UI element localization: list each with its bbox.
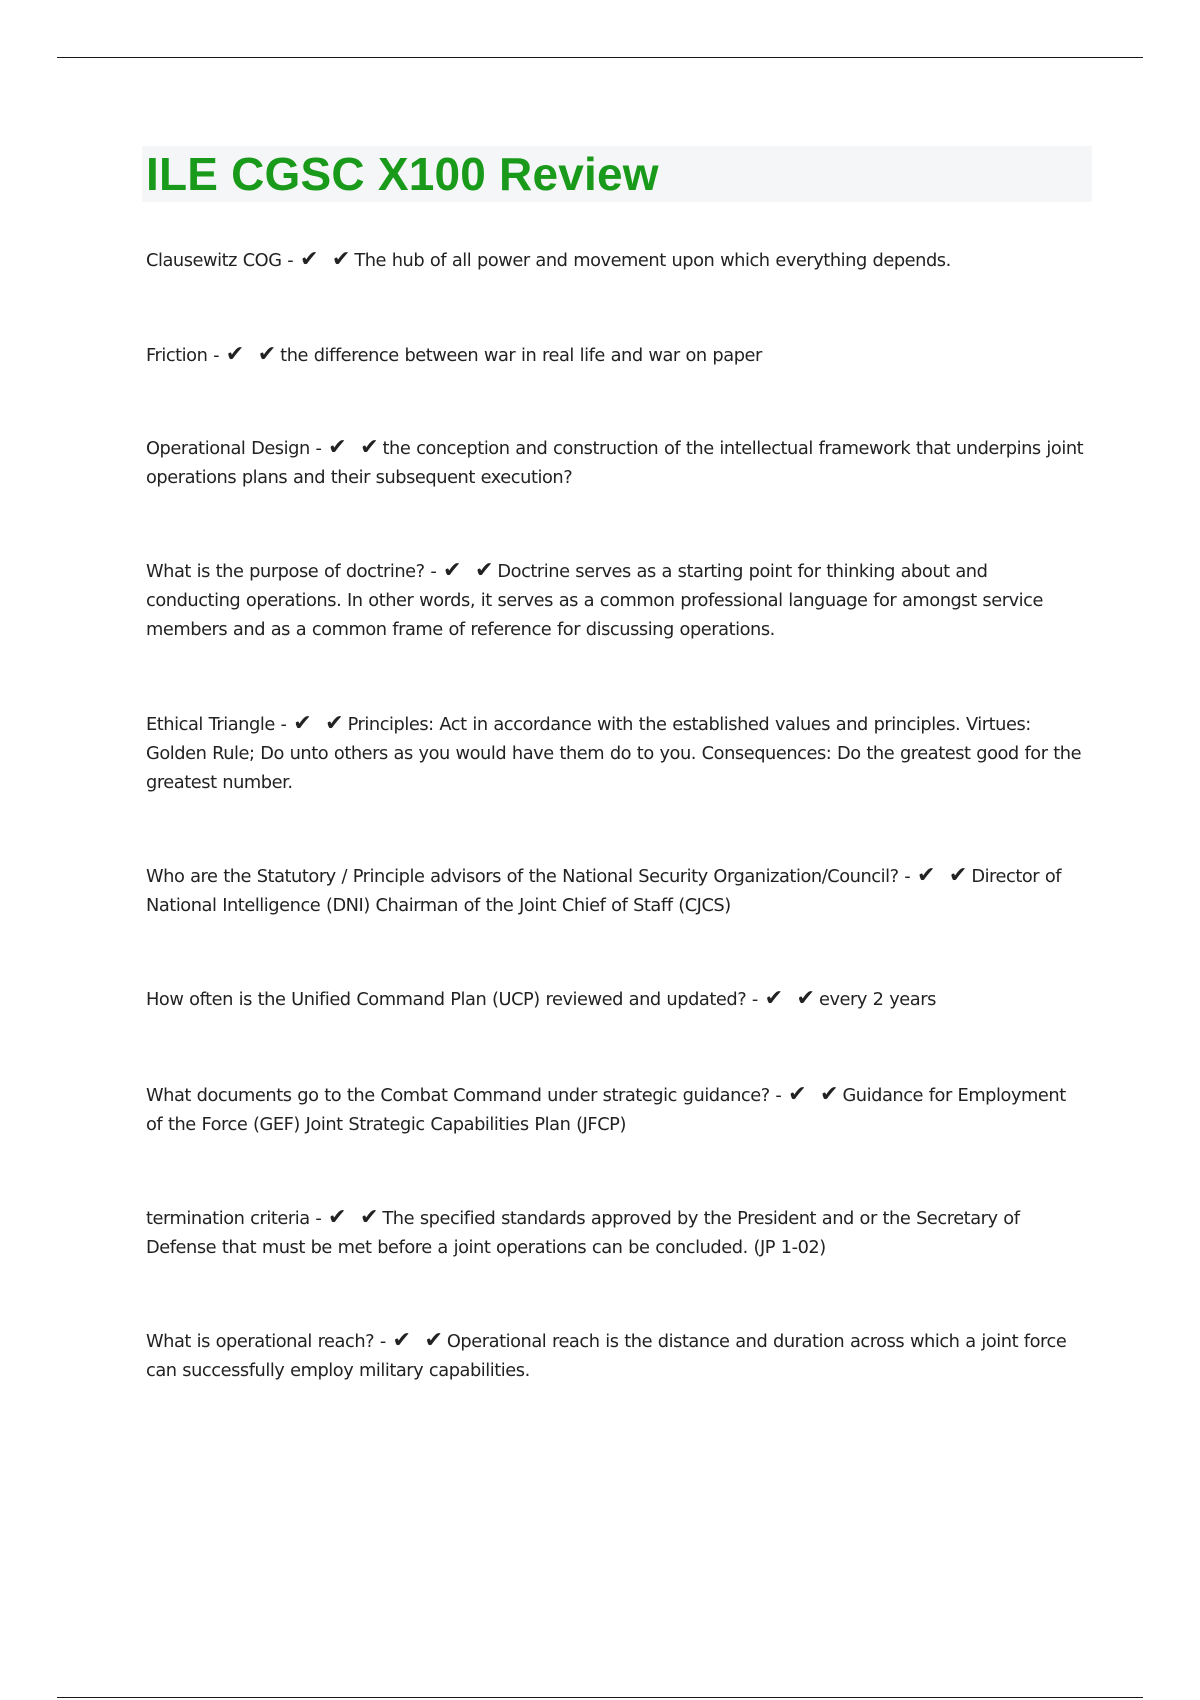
- double-check-icon: ✔ ✔: [328, 435, 382, 460]
- answer: the difference between war in real life and war on paper: [280, 345, 762, 366]
- term: How often is the Unified Command Plan (UCP) reviewed and updated?: [146, 989, 747, 1010]
- double-check-icon: ✔ ✔: [392, 1328, 446, 1353]
- separator: -: [769, 1085, 788, 1106]
- term: Ethical Triangle: [146, 714, 275, 735]
- qa-item: [146, 862, 1086, 920]
- answer: Director of National Intelligence (DNI) Chairman of the Joint Chief of Staff (CJCS): [146, 866, 1062, 916]
- term: Clausewitz COG: [146, 250, 282, 271]
- double-check-icon: ✔ ✔: [788, 1082, 842, 1107]
- qa-item: [146, 246, 1086, 275]
- answer: the conception and construction of the intellectual framework that underpins joint operations plans and their subsequent execution?: [146, 438, 1084, 488]
- separator: -: [274, 714, 293, 735]
- double-check-icon: ✔ ✔: [328, 1205, 382, 1230]
- answer: every 2 years: [818, 989, 936, 1010]
- term: Who are the Statutory / Principle advisors of the National Security Organization/Council?: [146, 866, 899, 887]
- term: Operational Design: [146, 438, 310, 459]
- qa-item: [146, 1204, 1086, 1262]
- double-check-icon: ✔ ✔: [916, 863, 971, 888]
- separator: -: [281, 250, 299, 271]
- answer: Guidance for Employment of the Force (GEF) Joint Strategic Capabilities Plan (JFCP): [146, 1085, 1066, 1135]
- double-check-icon: ✔ ✔: [225, 342, 280, 367]
- separator: -: [309, 438, 328, 459]
- qa-item: [146, 985, 1086, 1014]
- term: What is operational reach?: [146, 1331, 375, 1352]
- bottom-rule: [57, 1697, 1143, 1698]
- answer: The specified standards approved by the President and or the Secretary of Defense that must be met before a joint operations can be concluded. (JP 1-02): [146, 1208, 1020, 1258]
- separator: -: [309, 1208, 328, 1229]
- qa-item: [146, 1081, 1086, 1139]
- double-check-icon: ✔ ✔: [764, 986, 818, 1011]
- term: What documents go to the Combat Command under strategic guidance?: [146, 1085, 770, 1106]
- qa-item: [146, 557, 1086, 644]
- qa-item: [146, 434, 1086, 492]
- separator: -: [424, 561, 443, 582]
- answer: The hub of all power and movement upon which everything depends.: [354, 250, 951, 271]
- double-check-icon: ✔ ✔: [293, 711, 347, 736]
- term: What is the purpose of doctrine?: [146, 561, 425, 582]
- double-check-icon: ✔ ✔: [443, 558, 497, 583]
- document-title: ILE CGSC X100 Review: [146, 148, 659, 200]
- top-rule: [57, 57, 1143, 58]
- term: termination criteria: [146, 1208, 310, 1229]
- qa-item: [146, 710, 1086, 797]
- separator: -: [207, 345, 225, 366]
- separator: -: [374, 1331, 392, 1352]
- double-check-icon: ✔ ✔: [299, 247, 354, 272]
- separator: -: [898, 866, 916, 887]
- answer: Doctrine serves as a starting point for thinking about and conducting operations. In other words, it serves as a common professional language for amongst service members and as a common frame of reference for discussing operations.: [146, 561, 1043, 640]
- term: Friction: [146, 345, 208, 366]
- qa-item: [146, 341, 1086, 370]
- answer: Operational reach is the distance and duration across which a joint force can successfully employ military capabilities.: [146, 1331, 1067, 1381]
- answer: Principles: Act in accordance with the established values and principles. Virtues: Golden Rule; Do unto others as you would have them do to you. Consequences: Do the greatest good for the greatest number.: [146, 714, 1082, 793]
- separator: -: [746, 989, 764, 1010]
- qa-item: [146, 1327, 1086, 1385]
